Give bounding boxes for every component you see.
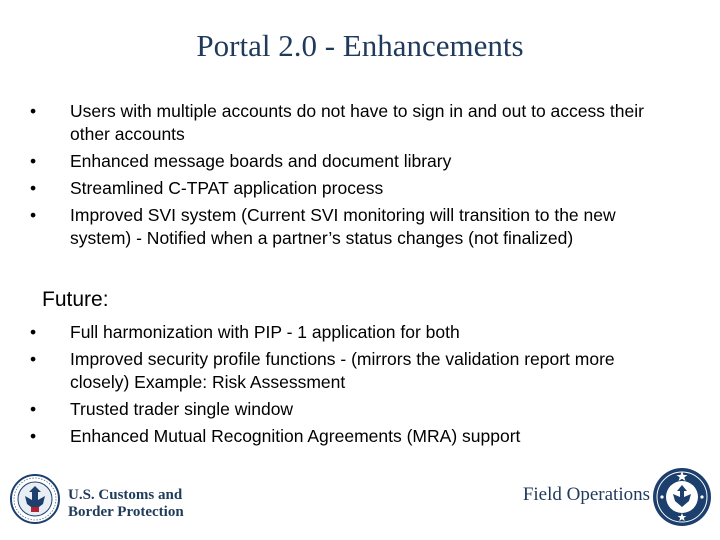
field-operations-seal-icon xyxy=(651,467,713,527)
agency-name-line2: Border Protection xyxy=(68,504,184,520)
slide-title: Portal 2.0 - Enhancements xyxy=(196,28,524,63)
list-item xyxy=(26,100,666,146)
bullet-text: Enhanced message boards and document library xyxy=(70,151,452,171)
bullet-icon: • xyxy=(30,426,37,446)
field-operations-label: Field Operations xyxy=(522,484,650,505)
bullet-text: Improved security profile functions - (mirrors the validation report more closely) Example: Risk Assessment xyxy=(70,349,615,392)
bullet-text: Enhanced Mutual Recognition Agreements (MRA) support xyxy=(70,426,521,446)
footer-divider xyxy=(10,470,710,472)
current-features-list xyxy=(26,100,666,254)
bullet-icon: • xyxy=(30,178,37,198)
future-heading: Future: xyxy=(42,288,109,311)
agency-name xyxy=(68,487,184,521)
bullet-text: Full harmonization with PIP - 1 application for both xyxy=(70,322,460,342)
list-item xyxy=(26,321,666,344)
bullet-text: Trusted trader single window xyxy=(70,399,294,419)
dhs-seal-icon xyxy=(10,474,60,524)
list-item xyxy=(26,348,666,394)
list-item xyxy=(26,177,666,200)
bullet-text: Users with multiple accounts do not have to sign in and out to access their other accounts xyxy=(70,101,644,144)
agency-name-line1: U.S. Customs and xyxy=(68,487,183,503)
future-features-list xyxy=(26,321,666,452)
bullet-icon: • xyxy=(30,322,37,342)
bullet-icon: • xyxy=(30,205,37,225)
list-item xyxy=(26,204,666,250)
bullet-text: Improved SVI system (Current SVI monitoring will transition to the new system) - Notified when a partner’s status changes (not finalized) xyxy=(70,205,616,248)
list-item xyxy=(26,150,666,173)
bullet-icon: • xyxy=(30,349,37,369)
bullet-icon: • xyxy=(30,399,37,419)
bullet-icon: • xyxy=(30,151,37,171)
list-item xyxy=(26,398,666,421)
list-item xyxy=(26,425,666,448)
bullet-text: Streamlined C-TPAT application process xyxy=(70,178,384,198)
bullet-icon: • xyxy=(30,101,37,121)
